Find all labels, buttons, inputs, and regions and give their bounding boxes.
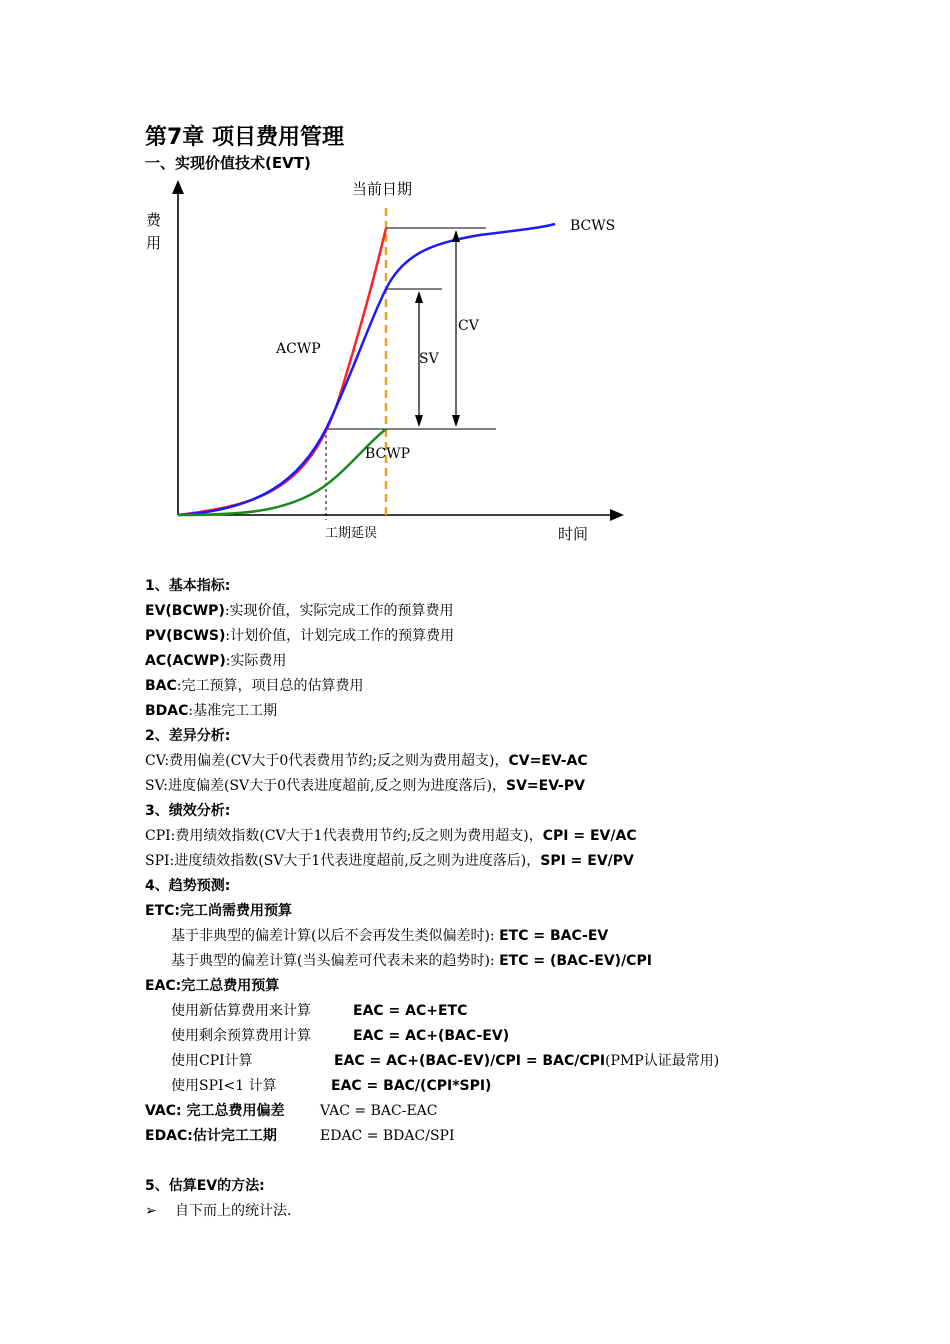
etc2-text: 基于典型的偏差计算(当头偏差可代表未来的趋势时):	[171, 953, 495, 969]
delay-label: 工期延误	[325, 526, 378, 541]
etc-heading: ETC:完工尚需费用预算	[145, 903, 292, 919]
edac-formula: EDAC = BDAC/SPI	[320, 1128, 455, 1144]
eac-line-2	[145, 1024, 845, 1049]
cv-formula: CV=EV-AC	[508, 753, 588, 769]
ev-line	[145, 599, 845, 624]
etc1-formula: ETC = BAC-EV	[499, 928, 609, 944]
eac1-formula: EAC = AC+ETC	[353, 1003, 468, 1019]
ev-text: :实现价值，实际完成工作的预算费用	[224, 603, 454, 619]
etc-line-1	[145, 924, 845, 949]
section-2-heading: 2、差异分析:	[145, 728, 231, 744]
vac-line	[145, 1099, 845, 1124]
pv-text: :计划价值，计划完成工作的预算费用	[225, 628, 455, 644]
vac-formula: VAC = BAC-EAC	[320, 1103, 438, 1119]
spi-line	[145, 849, 845, 874]
eac3-text: 使用CPI计算	[171, 1053, 253, 1069]
cpi-line	[145, 824, 845, 849]
bac-key: BAC	[145, 678, 177, 694]
content-list	[145, 574, 845, 1224]
pv-line	[145, 624, 845, 649]
sv-arrow-top-icon	[415, 291, 423, 303]
y-axis-label-2: 用	[146, 234, 162, 252]
sv-arrow-bottom-icon	[415, 415, 423, 427]
etc2-formula: ETC = (BAC-EV)/CPI	[499, 953, 652, 969]
x-axis-label: 时间	[558, 525, 589, 543]
section-1-heading: 1、基本指标:	[145, 578, 231, 594]
section-4-heading: 4、趋势预测:	[145, 878, 231, 894]
section-3-heading: 3、绩效分析:	[145, 803, 231, 819]
current-date-label: 当前日期	[352, 180, 413, 198]
cpi-formula: CPI = EV/AC	[542, 828, 637, 844]
etc-line-2	[145, 949, 845, 974]
edac-line	[145, 1124, 845, 1149]
eac2-text: 使用剩余预算费用计算	[171, 1028, 311, 1044]
pv-key: PV(BCWS)	[145, 628, 226, 644]
bdac-text: :基准完工工期	[188, 703, 278, 719]
ev-key: EV(BCWP)	[145, 603, 225, 619]
spi-text: SPI:进度绩效指数(SV大于1代表进度超前,反之则为进度落后)，	[145, 853, 541, 869]
eac2-formula: EAC = AC+(BAC-EV)	[353, 1028, 510, 1044]
ac-line	[145, 649, 845, 674]
eac-heading: EAC:完工总费用预算	[145, 978, 280, 994]
eac-line-4	[145, 1074, 845, 1099]
eac-line-3	[145, 1049, 845, 1074]
cpi-text: CPI:费用绩效指数(CV大于1代表费用节约;反之则为费用超支)，	[145, 828, 543, 844]
cv-arrow-top-icon	[452, 230, 460, 242]
section-subtitle: 一、实现价值技术(EVT)	[145, 154, 311, 172]
bcwp-label: BCWP	[365, 446, 411, 462]
acwp-curve	[178, 228, 386, 515]
bullet-item	[145, 1199, 845, 1224]
ac-key: AC(ACWP)	[145, 653, 226, 669]
bac-text: :完工预算，项目总的估算费用	[176, 678, 364, 694]
cv-label: CV	[458, 318, 479, 334]
eac3-note: (PMP认证最常用)	[605, 1053, 720, 1069]
bcwp-curve	[178, 429, 386, 515]
ac-text: :实际费用	[225, 653, 287, 669]
bullet-text: 自下而上的统计法.	[175, 1203, 292, 1219]
bcws-label: BCWS	[570, 218, 616, 234]
edac-key: EDAC:估计完工工期	[145, 1128, 277, 1144]
etc1-text: 基于非典型的偏差计算(以后不会再发生类似偏差时):	[171, 928, 495, 944]
y-axis-label-1: 费	[146, 211, 162, 229]
acwp-label: ACWP	[276, 341, 321, 357]
bac-line	[145, 674, 845, 699]
cv-text: CV:费用偏差(CV大于0代表费用节约;反之则为费用超支)，	[145, 753, 509, 769]
eac1-text: 使用新估算费用来计算	[171, 1003, 311, 1019]
eac4-text: 使用SPI<1 计算	[171, 1078, 277, 1094]
eac-line-1	[145, 999, 845, 1024]
page-title: 第7章 项目费用管理	[145, 125, 344, 150]
spi-formula: SPI = EV/PV	[540, 853, 634, 869]
sv-label: SV	[419, 351, 439, 367]
x-axis-arrow-icon	[610, 509, 624, 521]
y-axis-arrow-icon	[172, 180, 184, 194]
spacer	[145, 1149, 845, 1174]
sv-formula: SV=EV-PV	[506, 778, 585, 794]
cv-line	[145, 749, 845, 774]
bdac-key: BDAC	[145, 703, 189, 719]
vac-key: VAC: 完工总费用偏差	[145, 1103, 285, 1119]
eac4-formula: EAC = BAC/(CPI*SPI)	[331, 1078, 492, 1094]
evt-diagram	[140, 170, 640, 550]
bcws-curve	[178, 224, 555, 515]
section-5-heading: 5、估算EV的方法:	[145, 1178, 265, 1194]
eac3-formula: EAC = AC+(BAC-EV)/CPI = BAC/CPI	[334, 1053, 606, 1069]
sv-line	[145, 774, 845, 799]
bullet-arrow-icon: ➢	[145, 1203, 157, 1219]
cv-arrow-bottom-icon	[452, 415, 460, 427]
sv-text: SV:进度偏差(SV大于0代表进度超前,反之则为进度落后)，	[145, 778, 506, 794]
bdac-line	[145, 699, 845, 724]
